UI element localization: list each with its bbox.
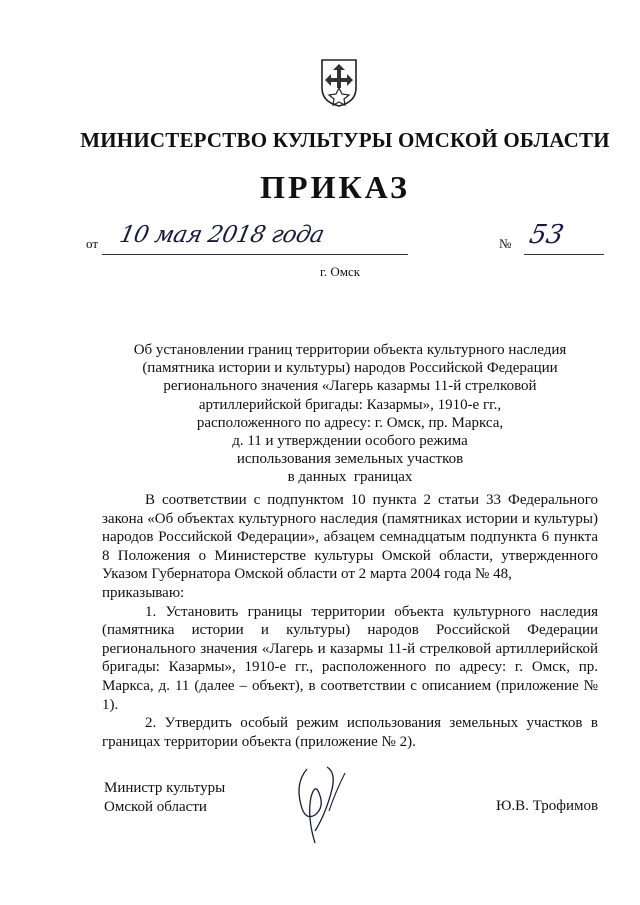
order-item-2: 2. Утвердить особый режим использования земельных участков в границах территории объекта (приложение № 2). bbox=[102, 715, 598, 750]
signer-name: Ю.В. Трофимов bbox=[496, 798, 599, 814]
subject-line: артиллерийской бригады: Казармы», 1910-е гг., bbox=[198, 396, 502, 413]
subject-line: регионального значения «Лагерь казармы 11-й стрелковой bbox=[163, 378, 537, 395]
handwritten-signature-icon bbox=[285, 763, 365, 848]
order-word: приказываю: bbox=[102, 584, 185, 601]
city-label: г. Омск bbox=[320, 264, 361, 279]
ministry-name: МИНИСТЕРСТВО КУЛЬТУРЫ ОМСКОЙ ОБЛАСТИ bbox=[80, 128, 610, 152]
handwritten-number: 53 bbox=[526, 220, 567, 250]
number-prefix: № bbox=[499, 236, 512, 251]
document-type-title: ПРИКАЗ bbox=[260, 169, 410, 205]
date-underline bbox=[102, 254, 408, 255]
date-prefix: от bbox=[86, 236, 99, 251]
order-body bbox=[102, 491, 598, 751]
order-subject bbox=[120, 341, 580, 487]
preamble-paragraph: В соответствии с подпунктом 10 пункта 2 статьи 33 Федерального закона «Об объектах культурного наследия (памятниках истории и культуры) народов Российской Федерации», абзацем семнадцатым подпункта 6 пункта 8 Положения о Министерстве культуры Омской области, утвержденного Указом Губернатора Омской области от 2 марта 2004 года № 48, bbox=[102, 492, 598, 583]
number-underline bbox=[524, 254, 604, 255]
subject-line: расположенного по адресу: г. Омск, пр. Маркса, bbox=[196, 414, 504, 431]
subject-line: в данных границах bbox=[287, 469, 413, 486]
subject-line: д. 11 и утверждении особого режима bbox=[232, 433, 468, 450]
signer-position-line: Омской области bbox=[104, 799, 207, 815]
signer-position-line: Министр культуры bbox=[104, 780, 226, 796]
handwritten-date: 10 мая 2018 года bbox=[117, 222, 327, 248]
subject-line: Об установлении границ территории объекта культурного наследия bbox=[133, 342, 567, 358]
order-item-1: 1. Установить границы территории объекта культурного наследия (памятника истории и культуры) народов Российской Федерации регионального значения «Лагерь и казармы 11-й стрелковой артиллерийской бригады: Казармы», 1910-е гг., расположенного по адресу: г. Омск, пр. Маркса, д. 11 (далее – объект), в соответствии с описанием (приложение № 1). bbox=[102, 603, 598, 713]
date-number-row bbox=[86, 222, 616, 262]
signer-position bbox=[104, 779, 225, 817]
omsk-coat-of-arms-icon bbox=[319, 58, 359, 108]
subject-line: использования земельных участков bbox=[236, 451, 464, 468]
subject-line: (памятника истории и культуры) народов Российской Федерации bbox=[142, 360, 558, 377]
